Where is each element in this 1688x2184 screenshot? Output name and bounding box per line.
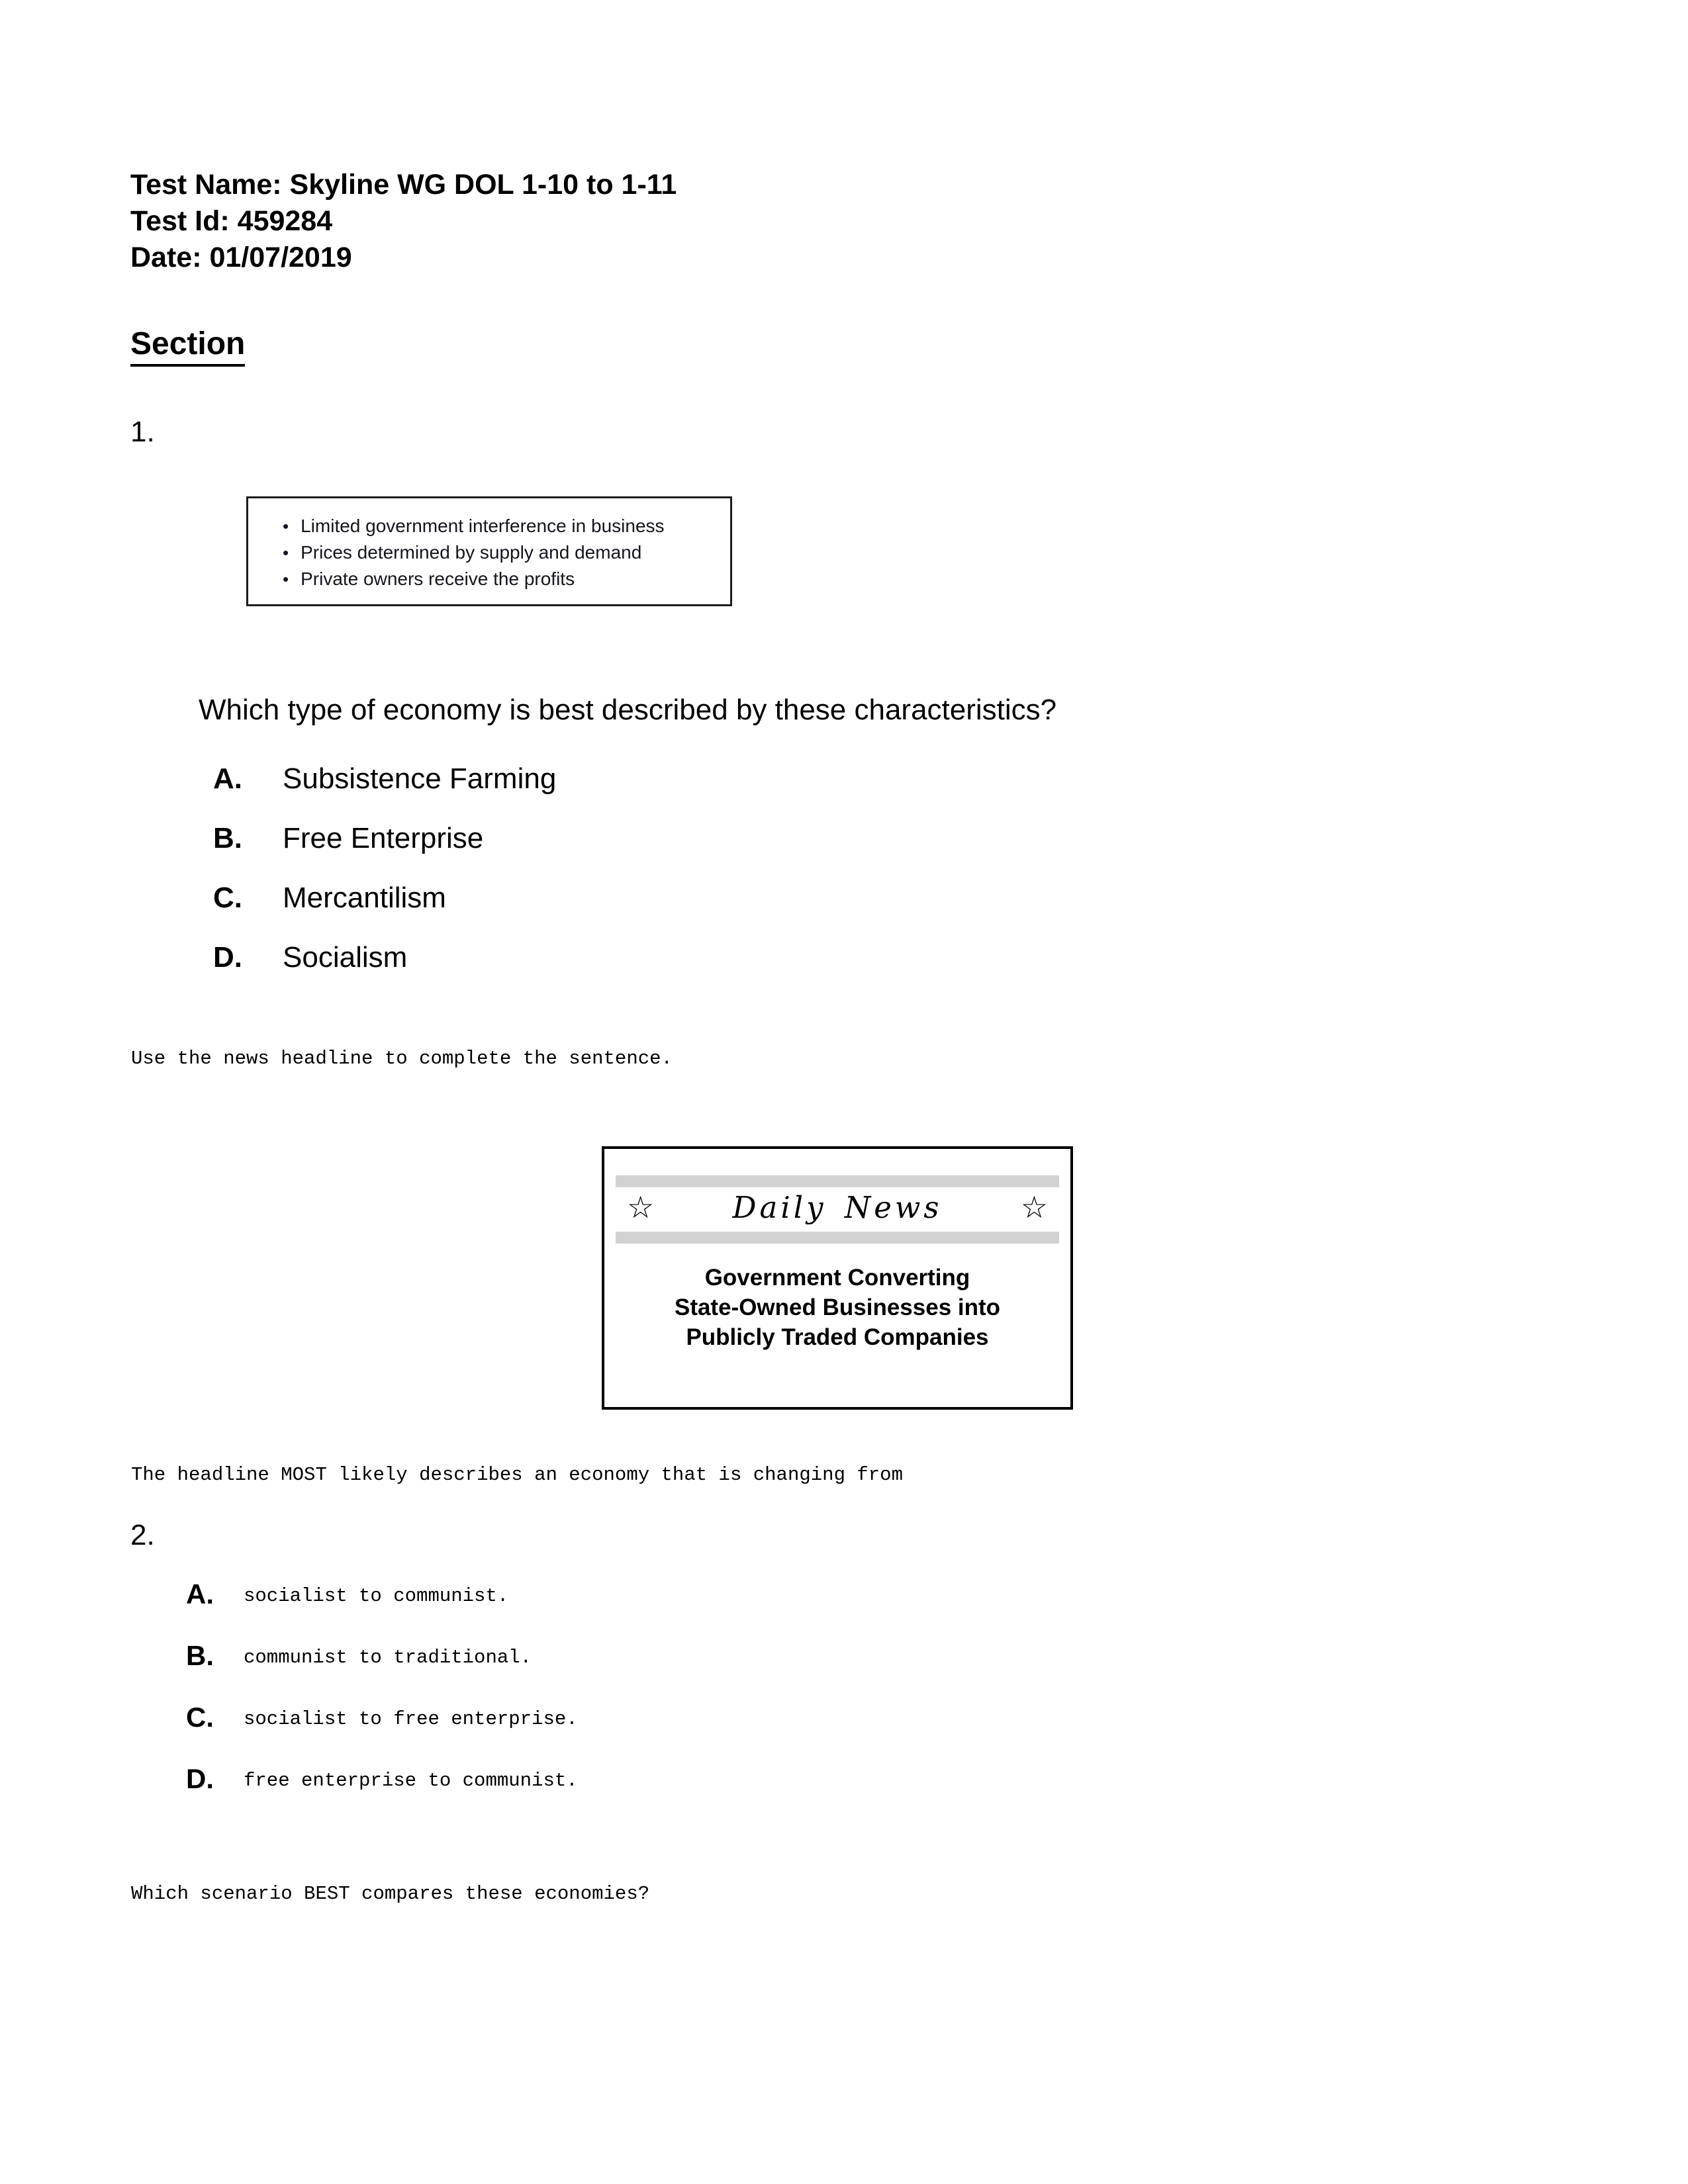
headline-line: Government Converting <box>704 1265 970 1291</box>
instruction-line: Use the news headline to complete the sentence. <box>131 1048 673 1069</box>
option-text-a: socialist to communist. <box>244 1585 509 1607</box>
option-letter-c: C. <box>213 882 242 914</box>
masthead-rule-bottom <box>616 1232 1059 1244</box>
option-letter-b: B. <box>213 822 242 854</box>
test-header <box>130 167 677 276</box>
newspaper-headline <box>604 1263 1070 1352</box>
option-text-c: socialist to free enterprise. <box>244 1708 578 1730</box>
section-heading: Section <box>130 326 245 367</box>
headline-line: Publicly Traded Companies <box>686 1324 989 1350</box>
option-text-b: communist to traditional. <box>244 1647 532 1668</box>
test-date: Date: 01/07/2019 <box>130 242 352 273</box>
question-2-followup: Which scenario BEST compares these economies? <box>131 1883 650 1905</box>
bullet-icon: • <box>283 569 289 589</box>
test-name: Test Name: Skyline WG DOL 1-10 to 1-11 <box>130 169 677 201</box>
characteristic-text: Prices determined by supply and demand <box>301 542 642 563</box>
option-letter-a: A. <box>213 762 242 795</box>
option-letter-d: D. <box>186 1763 214 1794</box>
characteristics-box <box>246 496 732 606</box>
option-letter-c: C. <box>186 1702 214 1733</box>
list-item <box>283 513 730 539</box>
headline-line: State-Owned Businesses into <box>674 1295 1001 1320</box>
option-text-d: Socialism <box>283 941 408 974</box>
question-1-number: 1. <box>130 416 155 448</box>
star-icon: ☆ <box>1020 1189 1048 1225</box>
option-letter-b: B. <box>186 1640 214 1671</box>
newspaper-box <box>602 1146 1073 1410</box>
bullet-icon: • <box>283 516 289 536</box>
test-id: Test Id: 459284 <box>130 205 333 237</box>
list-item <box>283 566 730 592</box>
option-text-d: free enterprise to communist. <box>244 1770 578 1792</box>
option-letter-d: D. <box>213 941 242 974</box>
option-letter-a: A. <box>186 1578 214 1610</box>
bullet-icon: • <box>283 543 289 563</box>
question-2-number: 2. <box>130 1519 155 1551</box>
characteristics-list <box>283 513 730 592</box>
question-2-lead-in: The headline MOST likely describes an economy that is changing from <box>131 1464 903 1486</box>
option-text-b: Free Enterprise <box>283 822 484 854</box>
star-icon: ☆ <box>627 1189 655 1225</box>
list-item <box>283 539 730 566</box>
characteristic-text: Private owners receive the profits <box>301 569 575 589</box>
question-1-prompt: Which type of economy is best described by these characteristics? <box>199 694 1057 726</box>
characteristic-text: Limited government interference in business <box>301 516 665 536</box>
masthead-row <box>604 1183 1070 1231</box>
option-text-c: Mercantilism <box>283 882 446 914</box>
option-text-a: Subsistence Farming <box>283 762 557 795</box>
masthead-title: Daily News <box>732 1189 943 1225</box>
